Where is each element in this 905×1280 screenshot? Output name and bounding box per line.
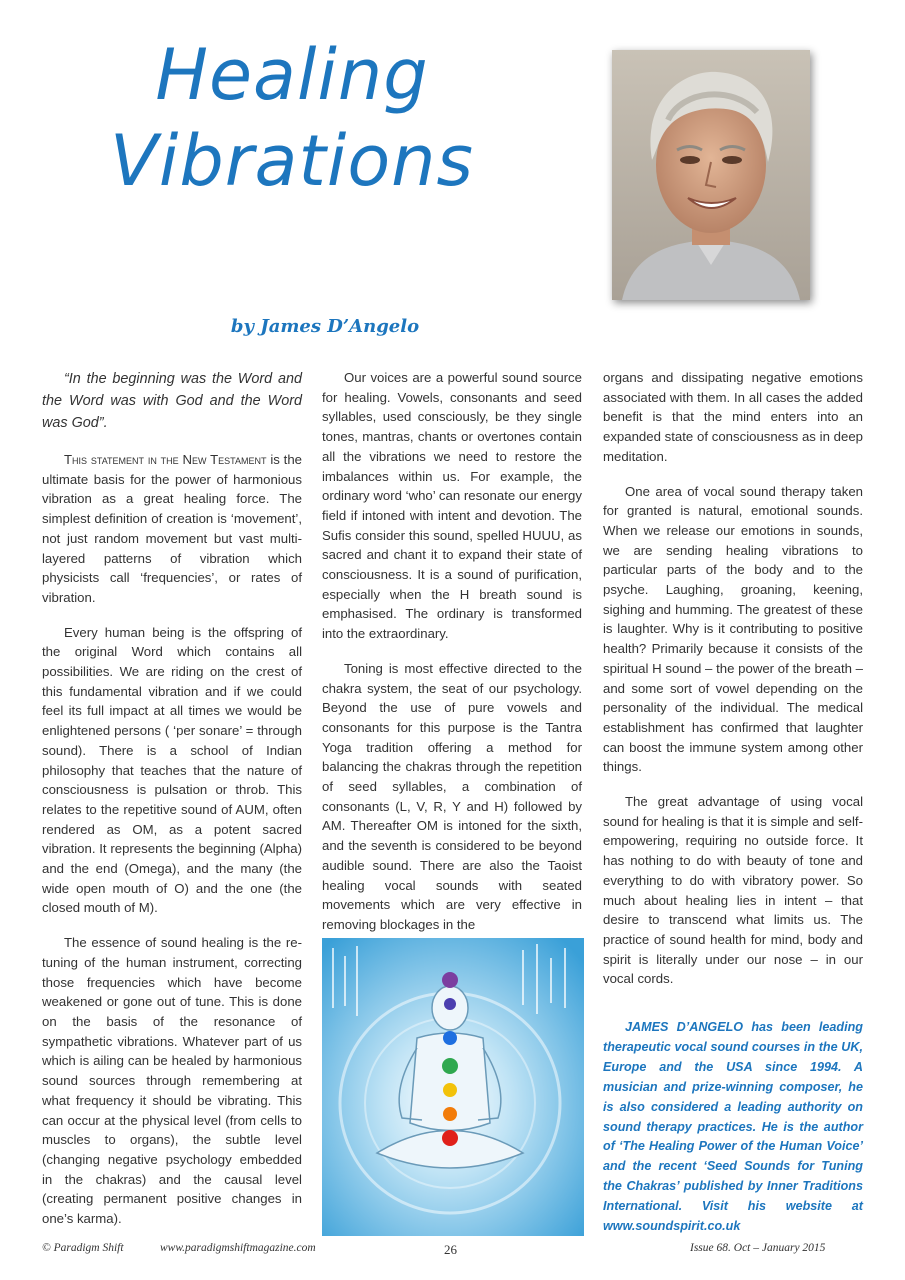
lead-in: This statement in the New Testament: [64, 452, 267, 467]
paragraph: One area of vocal sound therapy taken for granted is natural, emotional sounds. When we release our emotions in sounds, we are sending healing vibrations to particular parts of the body and to the psyche. Laughing, groaning, keening, sighing and humming. The greatest of these is laughter. Why is it contributing to positive health? Primarily because it consists of the spiritual H sound – the power of the breath – and some sort of vowel depending on the personality of the individual. The medical establishment has confirmed that laughter can boost the immune system among other things.: [603, 483, 863, 775]
column-3: [603, 368, 863, 1004]
paragraph: [42, 450, 302, 608]
paragraph-text: is the ultimate basis for the power of harmonious vibration as a great healing force. The simplest definition of creation is ‘movement’, not just random movement but vast multi-layered patterns of vibration which physicists call ‘frequencies’, or rates of vibration.: [42, 452, 302, 605]
paragraph: The essence of sound healing is the re-tuning of the human instrument, correcting those frequencies which have become weakened or gone out of tune. This is done on the basis of the resonance of sympathetic vibrations. Whatever part of us which is ailing can be healed by harmonious sound sources through remembering at what frequency it should be vibrating. This can occur at the physical level (from cells to muscles to organs), the subtle level (changing negative psychology embedded in the chakras) and the causal level (creating permanent positive changes in one’s karma).: [42, 935, 302, 1227]
root-chakra-icon: [442, 1130, 458, 1146]
column-2: [322, 368, 582, 950]
paragraph: Our voices are a powerful sound source for healing. Vowels, consonants and seed syllables, used consciously, be they single tones, mantras, chants or overtones contain all the vibrations we need to restore the imbalances within us. For example, the ordinary word ‘who’ can resonate our energy field if intoned with intent and devotion. The Sufis consider this sound, spelled HUUU, as sacred and chant it to expand their state of consciousness. It is a sound of purification, especially when the H breath sound is emphasised. The ordinary is transformed into the extraordinary.: [322, 370, 582, 642]
throat-chakra-icon: [443, 1031, 457, 1045]
article-title: [82, 32, 502, 204]
byline: by James D’Angelo: [230, 316, 420, 337]
author-portrait: [612, 50, 810, 300]
heart-chakra-icon: [442, 1058, 458, 1074]
chakra-meditation-illustration: [322, 938, 584, 1236]
footer-website: www.paradigmshiftmagazine.com: [160, 1242, 316, 1254]
author-bio: JAMES D’ANGELO has been leading therapeutic vocal sound courses in the UK, Europe and the USA since 1994. A musician and prize-winning composer, he is also considered a leading authority on sound therapy practices. He is the author of ‘The Healing Power of the Human Voice’ and the recent ‘Seed Sounds for Tuning the Chakras’ published by Inner Traditions International. Visit his website at www.soundspirit.co.uk: [603, 1020, 863, 1234]
author-portrait-image: [612, 50, 810, 300]
paragraph: Toning is most effective directed to the chakra system, the seat of our psychology. Beyond the use of pure vowels and consonants for this purpose is the Tantra Yoga tradition offering a method for balancing the chakras through the repetition of seed syllables, a combination of consonants (L, V, R, Y and H) followed by AM. Thereafter OM is intoned for the sixth, and the seventh is considered to be beyond audible sound. There are also the Taoist healing vocal sounds with seated movements which are very effective in removing blockages in the: [322, 660, 582, 932]
title-line-2: Vibrations: [110, 120, 474, 202]
paragraph: The great advantage of using vocal sound for healing is that it is simple and self-empowering, requiring no outside force. It has nothing to do with beauty of tone and everything to do with vibratory power. So much about healing lies in intent – that desire to transcend what limits us. The practice of sound health for mind, body and spirit is literally under our nose – in our vocal cords.: [603, 794, 863, 987]
page-number: 26: [444, 1242, 457, 1257]
column-1: [42, 368, 302, 1244]
meditation-figure-icon: [322, 938, 584, 1236]
crown-chakra-icon: [442, 972, 458, 988]
solar-plexus-chakra-icon: [443, 1083, 457, 1097]
paragraph: Every human being is the offspring of the original Word which contains all possibilities. We are riding on the crest of this fundamental vibration and if we could feel its full impact at all times we would be enlightened persons ( ‘per sonare’ = through sound). There is a school of Indian philosophy that teaches that the nature of consciousness is pulsation or throb. This relates to the repetitive sound of AUM, often rendered as OM, as a potent sacred vibration. It represents the beginning (Alpha) and the end (Omega), and the many (the wide open mouth of O) and the one (the closed mouth of M).: [42, 624, 302, 916]
footer-copyright: © Paradigm Shift: [42, 1242, 124, 1254]
paragraph: organs and dissipating negative emotions associated with them. In all cases the added benefit is that the mind enters into an expanded state of consciousness as in deep meditation.: [603, 370, 863, 464]
sacral-chakra-icon: [443, 1107, 457, 1121]
third-eye-chakra-icon: [444, 998, 456, 1010]
footer-issue: Issue 68. Oct – January 2015: [690, 1242, 826, 1254]
opening-quote: “In the beginning was the Word and the Word was with God and the Word was God”.: [42, 371, 302, 431]
title-line-1: Healing: [155, 34, 429, 116]
